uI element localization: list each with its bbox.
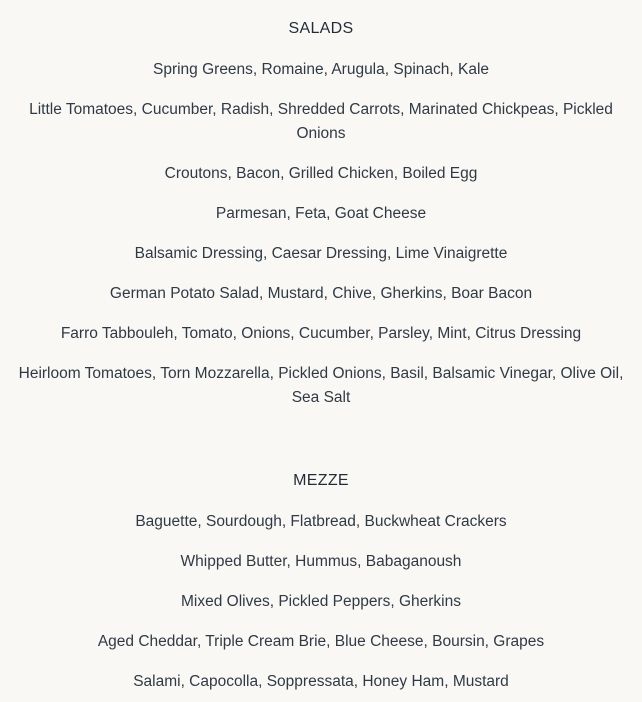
menu-item: Little Tomatoes, Cucumber, Radish, Shredded Carrots, Marinated Chickpeas, Pickled Onions	[29, 101, 613, 142]
menu-item: Parmesan, Feta, Goat Cheese	[215, 205, 427, 222]
menu-item: Spring Greens, Romaine, Arugula, Spinach, Kale	[152, 61, 490, 78]
salads-section	[14, 18, 628, 410]
menu-item: Aged Cheddar, Triple Cream Brie, Blue Cheese, Boursin, Grapes	[97, 633, 545, 650]
menu-item: Mixed Olives, Pickled Peppers, Gherkins	[181, 593, 461, 610]
menu-item: Whipped Butter, Hummus, Babaganoush	[180, 553, 462, 570]
menu-item: Balsamic Dressing, Caesar Dressing, Lime Vinaigrette	[134, 245, 508, 262]
menu-item: German Potato Salad, Mustard, Chive, Gherkins, Boar Bacon	[109, 285, 533, 302]
menu-item: Heirloom Tomatoes, Torn Mozzarella, Pickled Onions, Basil, Balsamic Vinegar, Olive Oil, Sea Salt	[18, 365, 624, 406]
menu-item: Farro Tabbouleh, Tomato, Onions, Cucumber, Parsley, Mint, Citrus Dressing	[60, 325, 582, 342]
section-title-salads: SALADS	[288, 20, 354, 37]
menu-item: Salami, Capocolla, Soppressata, Honey Ham, Mustard	[133, 673, 509, 690]
section-title-mezze: MEZZE	[293, 472, 349, 489]
mezze-section	[14, 470, 628, 694]
menu-item: Baguette, Sourdough, Flatbread, Buckwheat Crackers	[135, 513, 507, 530]
menu-item: Croutons, Bacon, Grilled Chicken, Boiled Egg	[164, 165, 478, 182]
